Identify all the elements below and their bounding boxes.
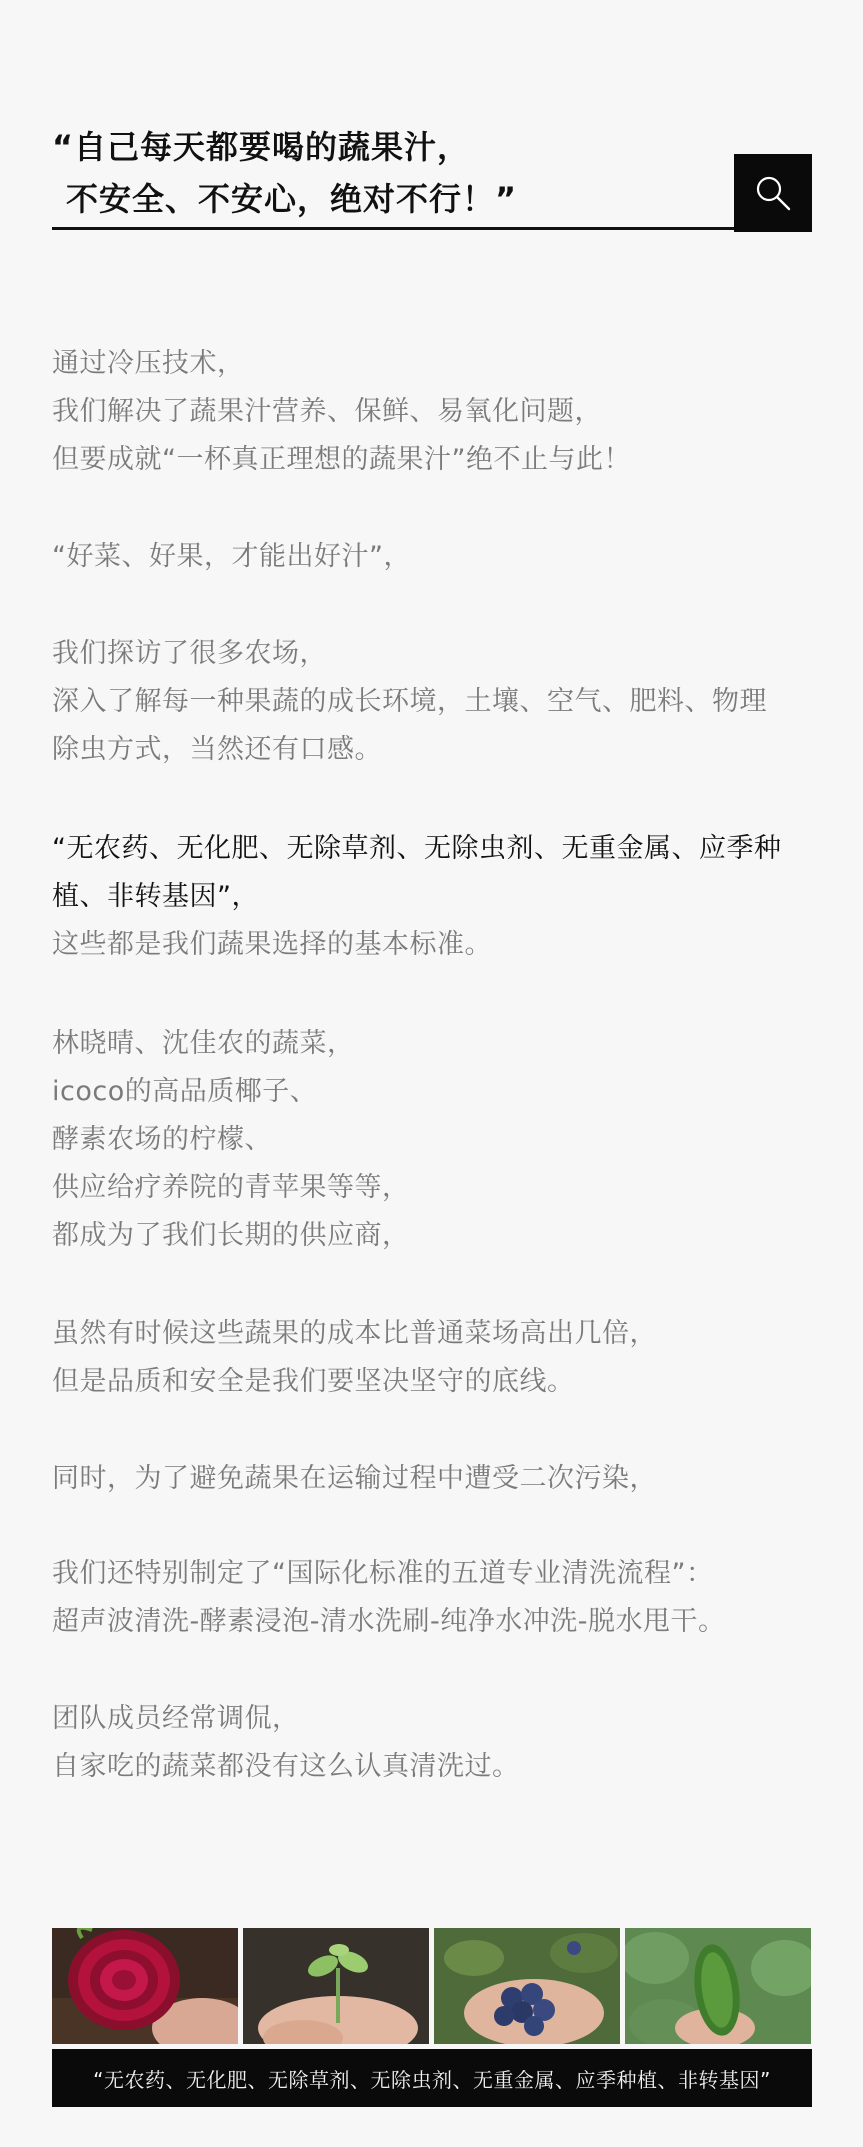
header-title-line-2: 不安全、不安心，绝对不行！” xyxy=(66,180,518,218)
text-line: 自家吃的蔬菜都没有这么认真清洗过。 xyxy=(52,1751,520,1782)
blueberry-photo xyxy=(434,1928,620,2044)
text-line: 酵素农场的柠檬、 xyxy=(52,1124,272,1155)
header xyxy=(52,118,812,232)
header-title-line-1: “自己每天都要喝的蔬果汁， xyxy=(52,128,471,166)
text-line: 通过冷压技术， xyxy=(52,348,245,379)
text-line: 除虫方式，当然还有口感。 xyxy=(52,734,382,765)
text-line: 供应给疗养院的青苹果等等， xyxy=(52,1172,410,1203)
text-line: 虽然有时候这些蔬果的成本比普通菜场高出几倍， xyxy=(52,1318,657,1349)
paragraph-standards xyxy=(52,825,822,969)
text-line: 我们探访了很多农场， xyxy=(52,638,327,669)
text-line: “好菜、好果，才能出好汁”， xyxy=(52,541,411,572)
emphasis-line: 植、非转基因”， xyxy=(52,881,259,912)
beet-photo xyxy=(52,1928,238,2044)
paragraph-washing-process xyxy=(52,1550,822,1646)
paragraph-cost xyxy=(52,1310,822,1406)
seedling-photo xyxy=(243,1928,429,2044)
text-line: 但是品质和安全是我们要坚决坚守的底线。 xyxy=(52,1366,575,1397)
text-line: 我们还特别制定了“国际化标准的五道专业清洗流程”： xyxy=(52,1558,714,1589)
photo-caption: “无农药、无化肥、无除草剂、无除虫剂、无重金属、应季种植、非转基因” xyxy=(52,2049,812,2107)
cucumber-photo xyxy=(625,1928,811,2044)
text-line: 都成为了我们长期的供应商， xyxy=(52,1220,410,1251)
paragraph-good-produce xyxy=(52,533,822,581)
photo-strip xyxy=(52,1928,812,2044)
text-line: icoco的高品质椰子、 xyxy=(52,1076,318,1107)
text-line: 同时，为了避免蔬果在运输过程中遭受二次污染， xyxy=(52,1463,657,1494)
search-icon xyxy=(753,173,793,213)
text-line: 林晓晴、沈佳农的蔬菜， xyxy=(52,1028,355,1059)
text-line: 超声波清洗-酵素浸泡-清水洗刷-纯净水冲洗-脱水甩干。 xyxy=(52,1606,726,1637)
text-line: 但要成就“一杯真正理想的蔬果汁”绝不止与此！ xyxy=(52,444,631,475)
header-title xyxy=(52,118,742,230)
text-line: 深入了解每一种果蔬的成长环境，土壤、空气、肥料、物理 xyxy=(52,686,767,717)
emphasis-line: “无农药、无化肥、无除草剂、无除虫剂、无重金属、应季种 xyxy=(52,833,782,864)
text-line: 我们解决了蔬果汁营养、保鲜、易氧化问题， xyxy=(52,396,602,427)
search-button[interactable] xyxy=(734,154,812,232)
text-line: 团队成员经常调侃， xyxy=(52,1703,300,1734)
paragraph-farm-visits xyxy=(52,630,822,774)
paragraph-transport xyxy=(52,1455,822,1503)
paragraph-suppliers xyxy=(52,1020,822,1260)
text-line: 这些都是我们蔬果选择的基本标准。 xyxy=(52,929,492,960)
paragraph-team-joke xyxy=(52,1695,822,1791)
paragraph-cold-press xyxy=(52,340,822,484)
